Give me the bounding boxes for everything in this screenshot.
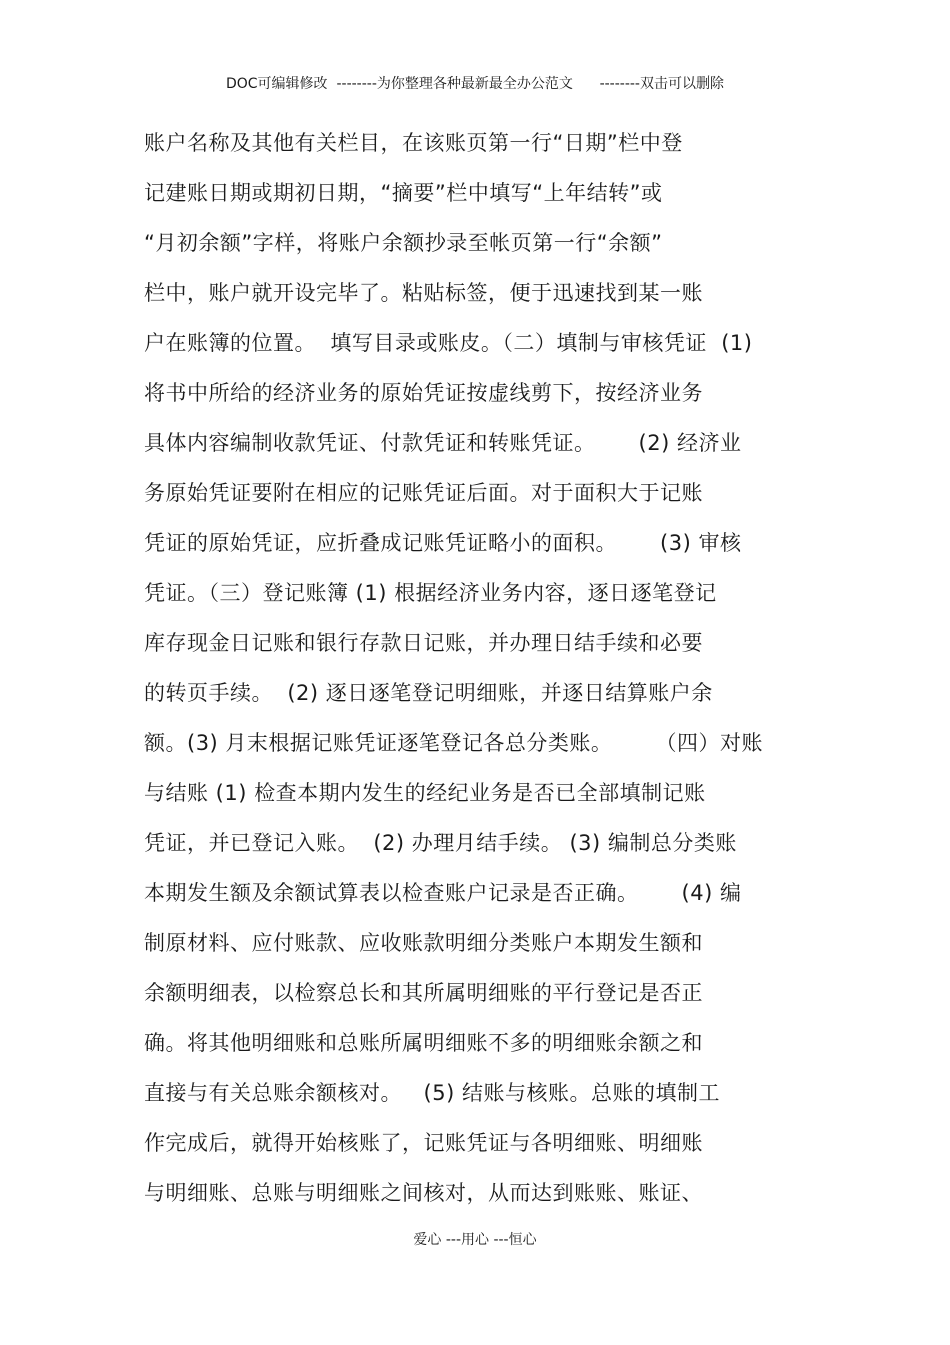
text-line: 栏中，账户就开设完毕了。粘贴标签，便于迅速找到某一账 — [144, 281, 703, 305]
text-line: 将书中所给的经济业务的原始凭证按虚线剪下，按经济业务 — [144, 381, 703, 405]
page-footer: 爱心 ---用心 ---恒心 — [413, 1232, 537, 1248]
text-line: 具体内容编制收款凭证、付款凭证和转账凭证。 (2) 经济业 — [144, 431, 742, 455]
text-line: 确。将其他明细账和总账所属明细账不多的明细账余额之和 — [144, 1031, 703, 1055]
text-line: “月初余额”字样，将账户余额抄录至帐页第一行“余额” — [144, 231, 663, 255]
text-line: 账户名称及其他有关栏目，在该账页第一行“日期”栏中登 — [144, 131, 683, 155]
text-line: 户在账簿的位置。 填写目录或账皮。（二）填制与审核凭证 (1) — [144, 331, 753, 355]
text-line: 制原材料、应付账款、应收账款明细分类账户本期发生额和 — [144, 931, 703, 955]
text-line: 本期发生额及余额试算表以检查账户记录是否正确。 (4) 编 — [144, 881, 742, 905]
text-line: 额。(3) 月末根据记账凭证逐笔登记各总分类账。 （四）对账 — [144, 731, 763, 755]
text-line: 记建账日期或期初日期，“摘要”栏中填写“上年结转”或 — [144, 181, 663, 205]
text-line: 与明细账、总账与明细账之间核对，从而达到账账、账证、 — [144, 1181, 703, 1205]
text-line: 务原始凭证要附在相应的记账凭证后面。对于面积大于记账 — [144, 481, 703, 505]
text-line: 直接与有关总账余额核对。 (5) 结账与核账。总账的填制工 — [144, 1081, 720, 1105]
text-line: 凭证，并已登记入账。 (2) 办理月结手续。 (3) 编制总分类账 — [144, 831, 737, 855]
text-line: 凭证的原始凭证，应折叠成记账凭证略小的面积。 (3) 审核 — [144, 531, 742, 555]
text-line: 的转页手续。 (2) 逐日逐笔登记明细账，并逐日结算账户余 — [144, 681, 713, 705]
body-text — [144, 118, 824, 1218]
text-line: 库存现金日记账和银行存款日记账，并办理日结手续和必要 — [144, 631, 703, 655]
text-line: 余额明细表，以检察总长和其所属明细账的平行登记是否正 — [144, 981, 703, 1005]
text-line: 凭证。（三）登记账簿 (1) 根据经济业务内容，逐日逐笔登记 — [144, 581, 717, 605]
text-line: 与结账 (1) 检查本期内发生的经纪业务是否已全部填制记账 — [144, 781, 706, 805]
page-header: DOC可编辑修改 --------为你整理各种最新最全办公范文 --------双击可以删除 — [225, 76, 724, 92]
text-line: 作完成后，就得开始核账了，记账凭证与各明细账、明细账 — [144, 1131, 703, 1155]
